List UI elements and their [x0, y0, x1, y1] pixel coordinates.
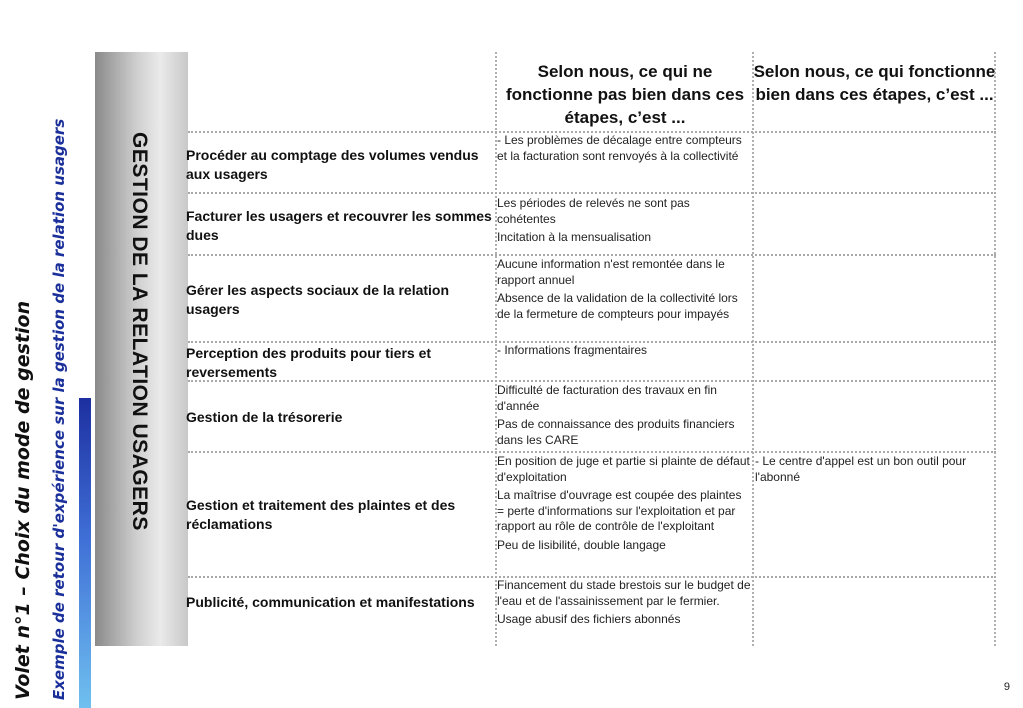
note-item: Incitation à la mensualisation: [497, 230, 652, 244]
notes-not-working: [497, 578, 751, 631]
note-item: Absence de la validation de la collectivité lors de la fermeture de compteurs pour impayés: [497, 291, 738, 321]
page-number: 9: [1003, 681, 1010, 693]
process-label: Procéder au comptage des volumes vendus aux usagers: [186, 147, 479, 182]
section-title: GESTION DE LA RELATION USAGERS: [128, 132, 151, 531]
row-divider: [188, 254, 996, 256]
note-item: - Les problèmes de décalage entre compteurs et la facturation sont renvoyés à la collectivité: [497, 133, 742, 163]
column-divider: [752, 52, 754, 646]
note-item: Les périodes de relevés ne sont pas cohétentes: [497, 196, 690, 226]
notes-not-working: [497, 257, 751, 325]
notes-not-working: [497, 196, 751, 249]
note-item: - Le centre d'appel est un bon outil pour l'abonné: [755, 454, 967, 484]
note-item: Financement du stade brestois sur le budget de l'eau et de l'assainissement par le fermier.: [497, 578, 751, 608]
notes-not-working: [497, 133, 751, 167]
process-label: Gestion et traitement des plaintes et des réclamations: [186, 497, 456, 532]
process-label: Facturer les usagers et recouvrer les sommes dues: [186, 208, 492, 243]
process-label: Perception des produits pour tiers et reversements: [186, 345, 432, 380]
accent-bar: [79, 398, 91, 708]
row-divider: [188, 451, 996, 453]
note-item: Difficulté de facturation des travaux en fin d'année: [497, 383, 717, 413]
column-divider: [994, 52, 996, 646]
note-item: La maîtrise d'ouvrage est coupée des plaintes = perte d'informations sur l'exploitation et par rapport au rôle de contrôle de l'exploitant: [497, 488, 742, 533]
process-label: Gérer les aspects sociaux de la relation usagers: [186, 282, 450, 317]
row-divider: [188, 192, 996, 194]
note-item: Usage abusif des fichiers abonnés: [497, 612, 681, 626]
note-item: Aucune information n'est remontée dans le rapport annuel: [497, 257, 725, 287]
notes-not-working: [497, 343, 751, 362]
volet-subtitle: Exemple de retour d'expérience sur la gestion de la relation usagers: [50, 118, 68, 700]
notes-not-working: [497, 454, 751, 556]
volet-title: Volet n°1 – Choix du mode de gestion: [12, 300, 34, 700]
note-item: En position de juge et partie si plainte de défaut d'exploitation: [497, 454, 750, 484]
header-not-working: Selon nous, ce qui ne fonctionne pas bien dans ces étapes, c’est ...: [505, 62, 745, 127]
note-item: - Informations fragmentaires: [497, 343, 648, 357]
process-label: Gestion de la trésorerie: [186, 409, 343, 425]
notes-working: [755, 454, 995, 488]
note-item: Peu de lisibilité, double langage: [497, 537, 666, 552]
process-label: Publicité, communication et manifestations: [186, 594, 475, 610]
note-item: Pas de connaissance des produits financiers dans les CARE: [497, 417, 735, 447]
header-working: Selon nous, ce qui fonctionne bien dans ces étapes, c’est ...: [753, 62, 996, 104]
notes-not-working: [497, 383, 751, 451]
